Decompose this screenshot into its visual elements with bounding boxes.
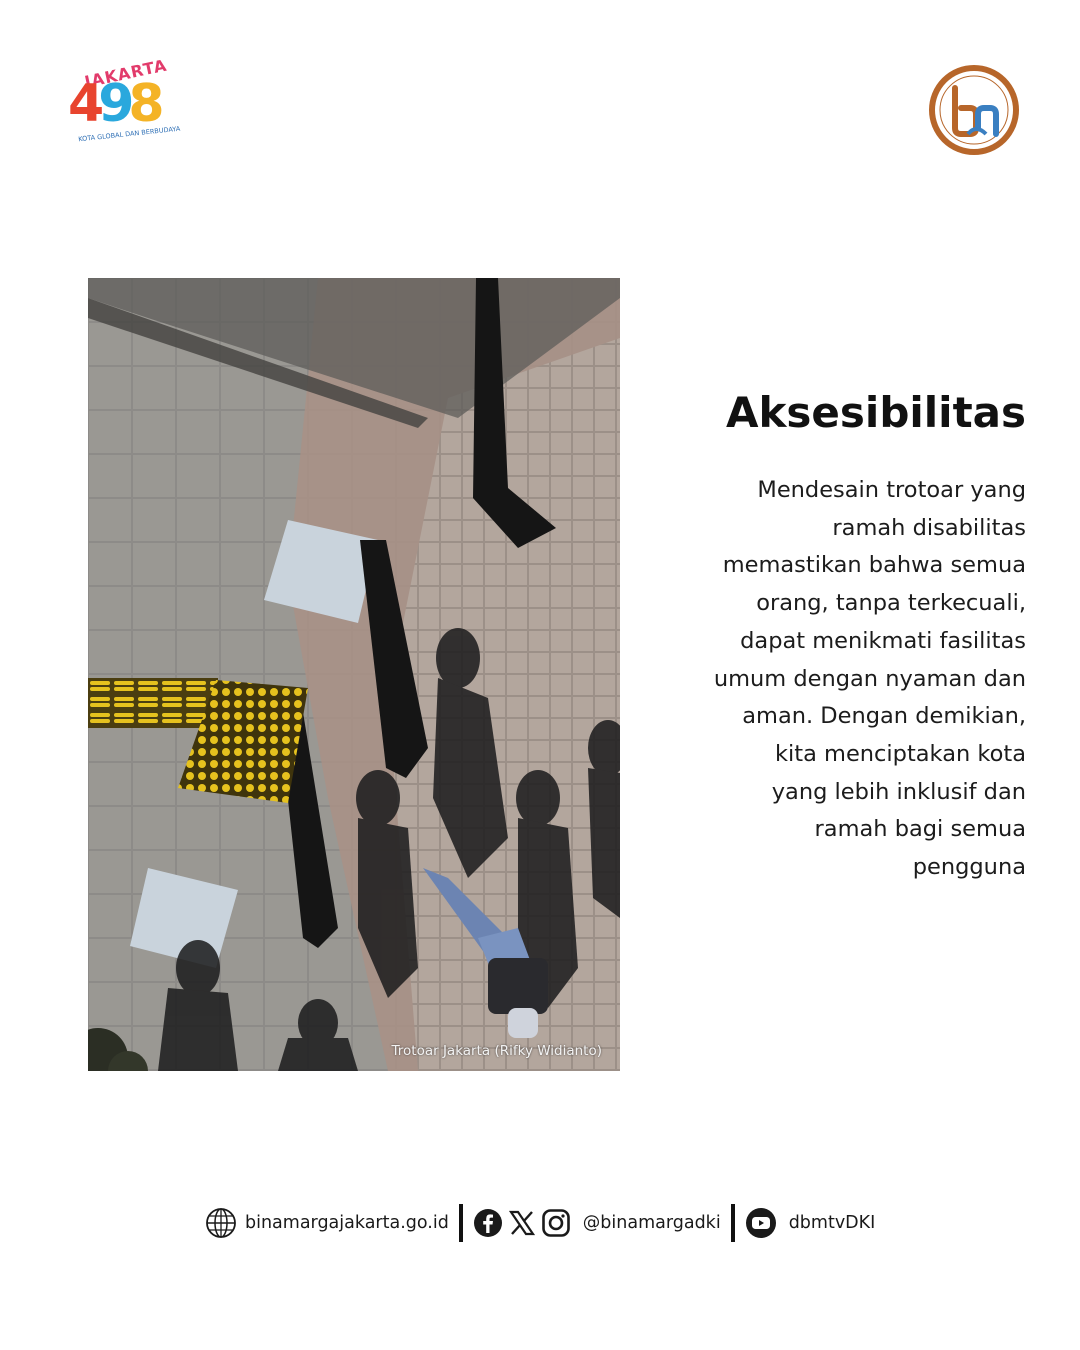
body-line: aman. Dengan demikian, [742,703,1026,730]
instagram-icon[interactable] [541,1208,571,1238]
logo-tagline: KOTA GLOBAL DAN BERBUDAYA [77,124,181,144]
body-line: memastikan bahwa semua [722,552,1026,579]
youtube-handle[interactable]: dbmtvDKI [788,1213,876,1233]
footer-divider [459,1204,463,1242]
social-handle[interactable]: @binamargadki [582,1213,721,1233]
body-line: dapat menikmati fasilitas [740,627,1026,654]
body-line: ramah bagi semua [814,816,1026,843]
logo-digit: 4 [68,74,99,134]
body-line: ramah disabilitas [832,514,1026,541]
globe-icon[interactable] [205,1207,237,1239]
x-icon[interactable] [507,1208,537,1238]
footer-social-bar [205,1202,875,1244]
sidewalk-photo [88,278,620,1071]
body-line: kita menciptakan kota [774,740,1026,767]
logo-digits [68,74,159,134]
body-line: umum dengan nyaman dan [713,665,1026,692]
footer-divider [731,1204,735,1242]
sidewalk-photo-drawing [88,278,620,1071]
photo-caption: Trotoar Jakarta (Rifky Widianto) [391,1043,602,1059]
youtube-icon[interactable] [745,1207,777,1239]
body-line: yang lebih inklusif dan [771,778,1026,805]
body-line: orang, tanpa terkecuali, [756,590,1026,617]
jakarta-498-logo-icon [64,55,190,150]
facebook-icon[interactable] [473,1208,503,1238]
website-link[interactable]: binamargajakarta.go.id [245,1213,449,1233]
body-paragraph [666,472,1026,887]
body-line: pengguna [912,854,1026,881]
logo-digit: 8 [128,74,159,134]
page-title: Aksesibilitas [726,388,1026,437]
body-line: Mendesain trotoar yang [757,477,1026,503]
dinas-bina-marga-logo-icon [928,64,1020,156]
logo-digit: 9 [98,74,129,134]
logo-word: JAKARTA [82,55,169,92]
